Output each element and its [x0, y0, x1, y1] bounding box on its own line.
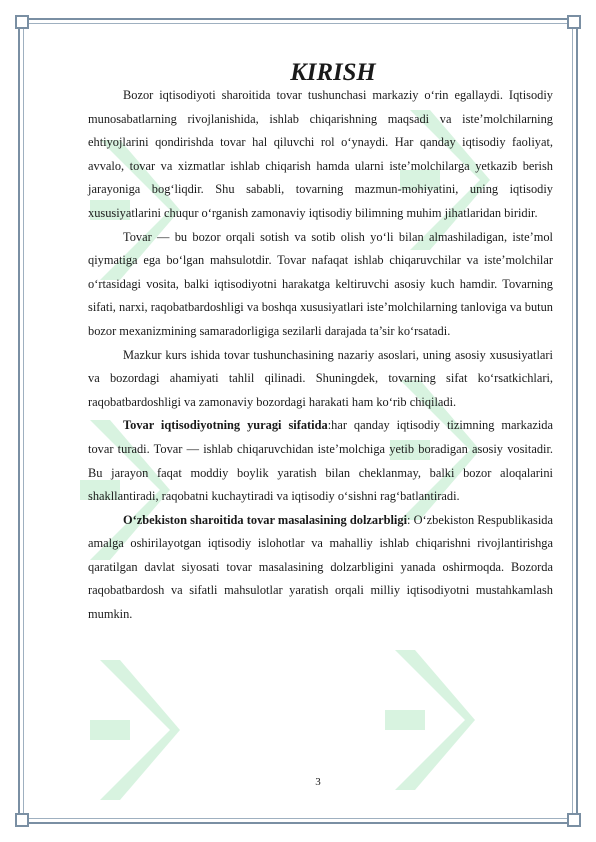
paragraph-text: Mazkur kurs ishida tovar tushunchasining nazariy asoslari, uning asosiy xususiyatlari va bozordagi ahamiyati tahlil qilinadi. Shuningdek, tovarning sifat ko‘rsatkichlari, raqobatbardoshligi va zamonaviy bozordagi harakati ham ko‘rib chiqiladi. [88, 347, 553, 409]
border-corner-ornament [567, 15, 581, 29]
border-corner-ornament [15, 15, 29, 29]
document-body [88, 60, 553, 627]
border-corner-ornament [567, 813, 581, 827]
paragraph-text: : O‘zbekiston Respublikasida amalga oshirilayotgan iqtisodiy islohotlar va mahalliy ishlab chiqarishni rivojlantirishga qaratilgan davlat siyosati tovar masalasining dolzarbligini yanada oshirmoqda. Bozorda raqobatbardosh va sifatli mahsulotlar yaratish orqali milliy iqtisodiyotni mustahkamlash mumkin. [88, 512, 553, 622]
section-title: KIRISH [290, 59, 376, 86]
paragraph-lead: Tovar iqtisodiyotning yuragi sifatida [123, 418, 328, 433]
border-corner-ornament [15, 813, 29, 827]
paragraph [88, 226, 553, 344]
paragraph [88, 509, 553, 627]
paragraph-lead: O‘zbekiston sharoitida tovar masalasining dolzarbligi [123, 512, 408, 527]
paragraph [88, 84, 553, 226]
paragraph-text: Tovar — bu bozor orqali sotish va sotib olish yo‘li bilan almashiladigan, iste’mol qiymatiga ega bo‘lgan mahsulotdir. Tovar nafaqat ishlab chiqaruvchilar va iste’molchilar o‘rtasidagi vosita, balki iqtisodiyotni harakatga keltiruvchi asosiy kuch hamdir. Tovarning sifati, narxi, raqobatbardoshligi va boshqa xususiyatlari iste’molchilarning tanloviga va butun bozor mexanizmining samaradorligiga sezilarli darajada ta’sir ko‘rsatadi. [88, 229, 553, 338]
page-number: 3 [315, 776, 321, 788]
paragraph [88, 414, 553, 508]
paragraph-text: :har qanday iqtisodiy tizimning markazida tovar turadi. Tovar — ishlab chiqaruvchidan iste’molchiga yetib boradigan asosiy vositadir. Bu jarayon faqat moddiy boylik yaratish bilan cheklanmay, balki bozor aloqalarini shakllantiradi, raqobatni kuchaytiradi va iqtisodiy o‘sishni rag‘batlantiradi. [88, 418, 553, 504]
paragraph-text: Bozor iqtisodiyoti sharoitida tovar tushunchasi markaziy o‘rin egallaydi. Iqtisodiy munosabatlarning rivojlanishida, ishlab chiqarishning maqsadi va iste’molchilarning ehtiyojlarini qondirishda tovar hal qiluvchi rol o‘ynaydi. Har qanday iqtisodiy faoliyat, avvalo, tovar va xizmatlar ishlab chiqarish hamda ularni iste’molchilarga yetkazib berish jarayoniga bog‘liqdir. Shu sababli, tovarning mazmun-mohiyatini, uning iqtisodiy xususiyatlarini chuqur o‘rganish zamonaviy iqtisodiy bilimning muhim jihatlaridan biridir. [88, 88, 553, 220]
paragraph [88, 344, 553, 415]
